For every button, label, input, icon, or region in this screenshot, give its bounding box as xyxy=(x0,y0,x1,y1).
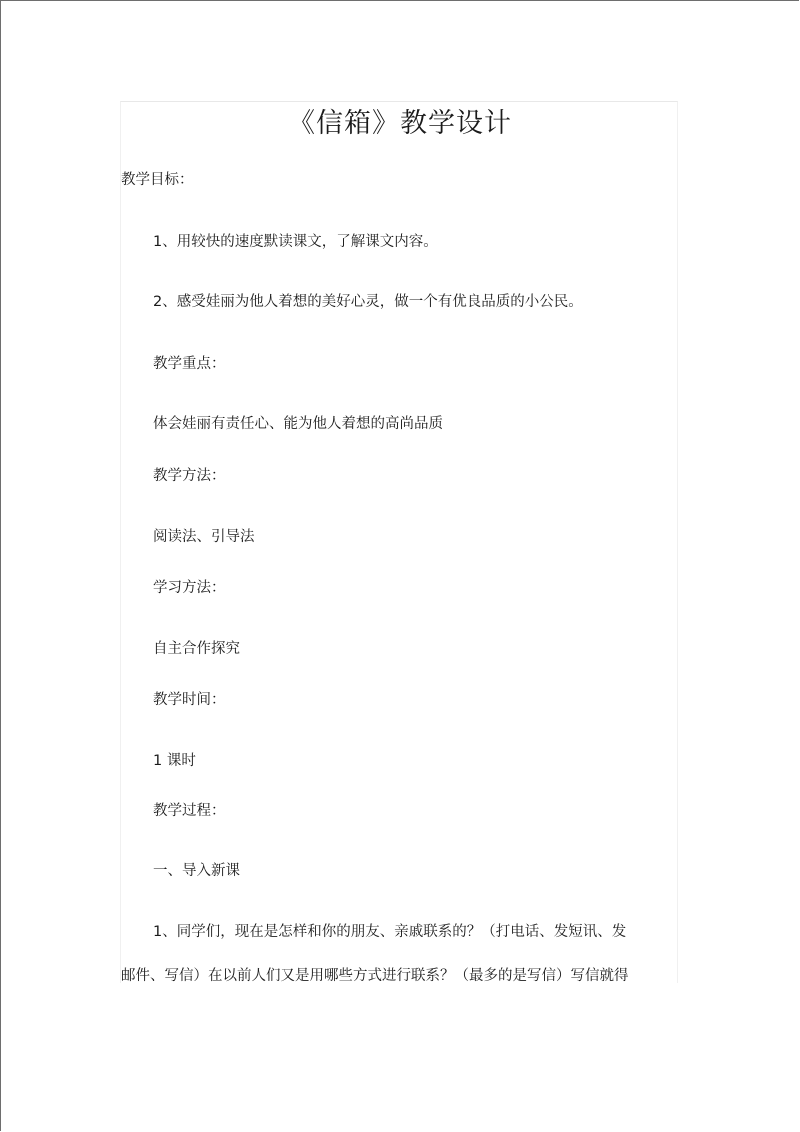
teaching-time-heading: 教学时间： xyxy=(153,692,226,708)
teaching-process-heading: 教学过程： xyxy=(153,803,226,819)
paragraph-1-line-1: 1、同学们，现在是怎样和你的朋友、亲戚联系的？（打电话、发短讯、发 xyxy=(153,924,627,940)
section-heading-1: 一、导入新课 xyxy=(153,863,240,879)
teaching-method-text: 阅读法、引导法 xyxy=(153,529,255,545)
goals-heading: 教学目标： xyxy=(121,172,194,188)
teaching-method-heading: 教学方法： xyxy=(153,468,226,484)
document-title: 《信箱》教学设计 xyxy=(288,108,512,139)
key-points-text: 体会娃丽有责任心、能为他人着想的高尚品质 xyxy=(153,416,443,432)
key-points-heading: 教学重点： xyxy=(153,356,226,372)
goal-item-1: 1、用较快的速度默读课文，了解课文内容。 xyxy=(153,234,438,250)
paragraph-1-line-2: 邮件、写信）在以前人们又是用哪些方式进行联系？（最多的是写信）写信就得 xyxy=(121,968,629,984)
learning-method-text: 自主合作探究 xyxy=(153,641,240,657)
goal-item-2: 2、感受娃丽为他人着想的美好心灵，做一个有优良品质的小公民。 xyxy=(153,294,583,310)
teaching-time-text: 1 课时 xyxy=(153,753,196,769)
learning-method-heading: 学习方法： xyxy=(153,580,226,596)
